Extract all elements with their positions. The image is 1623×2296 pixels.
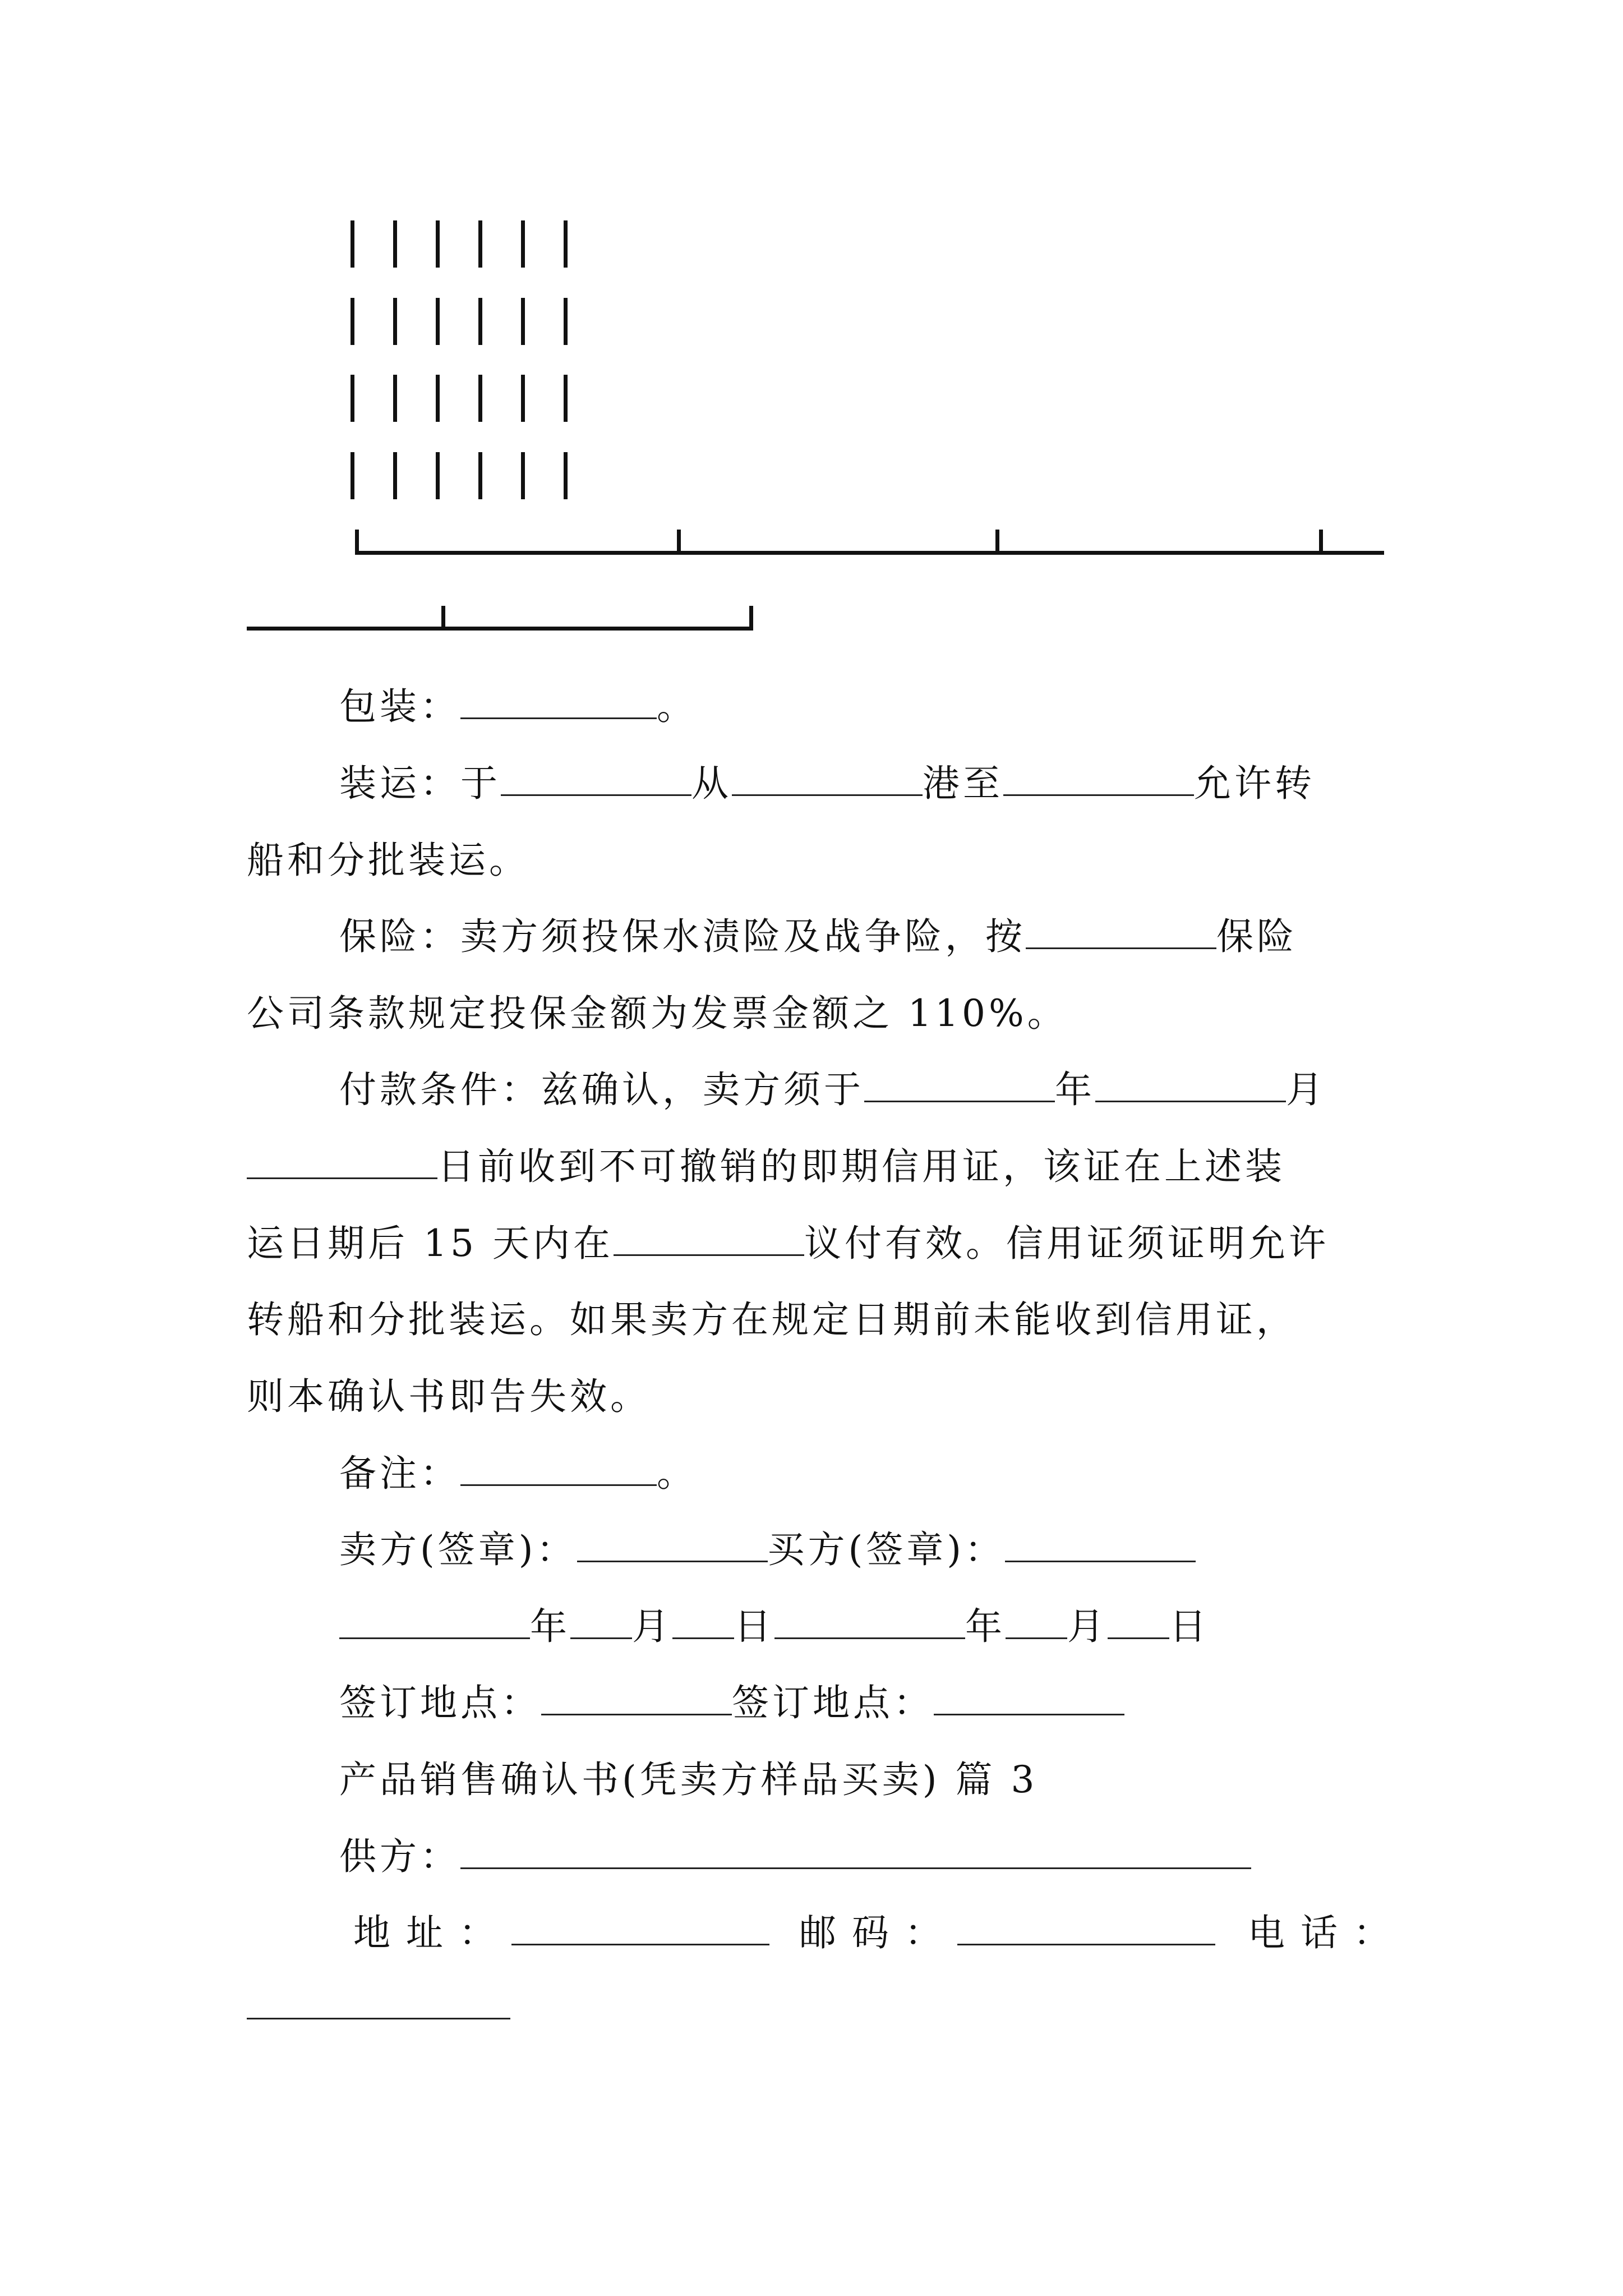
- payment-text: 转船和分批装运。如果卖方在规定日期前未能收到信用证，: [247, 1298, 1297, 1341]
- insurance-line-1: [339, 914, 1297, 959]
- shipment-allow: 允许转: [1194, 762, 1315, 805]
- seller-place-blank: [541, 1682, 732, 1715]
- signature-date-line: [339, 1604, 1210, 1649]
- seller-place-label: 签订地点：: [339, 1681, 541, 1724]
- payment-line-1: [339, 1068, 1326, 1112]
- table-bar: [564, 452, 568, 499]
- insurance-text: 保险: [1216, 915, 1297, 958]
- section-heading: [339, 1757, 1038, 1802]
- table-bar: [436, 220, 440, 268]
- table-bars-row: [351, 452, 586, 503]
- table-bar: [478, 375, 482, 422]
- table-bar: [521, 452, 525, 499]
- shipment-from: 从: [691, 762, 732, 805]
- month-label: 月: [1067, 1605, 1108, 1648]
- payment-line-5: [247, 1374, 651, 1419]
- table-bar: [564, 375, 568, 422]
- buyer-year-blank: [774, 1606, 965, 1639]
- payment-text: 议付有效。信用证须证明允许: [804, 1222, 1329, 1265]
- shipment-label: 装运：于: [339, 762, 501, 805]
- packaging-end: 。: [657, 685, 697, 728]
- payment-month-blank: [1095, 1069, 1286, 1102]
- table-bar: [478, 298, 482, 345]
- insurance-text: 保险：卖方须投保水渍险及战争险，按: [339, 915, 1026, 958]
- table-border-tick: [677, 530, 681, 555]
- remarks-label: 备注：: [339, 1452, 460, 1495]
- payment-day-blank: [247, 1146, 437, 1179]
- payment-line-2: [247, 1144, 1285, 1189]
- seller-day-blank: [672, 1606, 734, 1639]
- remarks-line: [339, 1451, 697, 1496]
- payment-year-label: 年: [1055, 1068, 1095, 1111]
- table-bar: [478, 220, 482, 268]
- buyer-signature-label: 买方(签章)：: [767, 1528, 1005, 1571]
- table-bar: [351, 452, 354, 499]
- shipment-text: 船和分批装运。: [247, 839, 529, 882]
- insurance-company-blank: [1026, 916, 1216, 949]
- payment-year-blank: [864, 1069, 1055, 1102]
- shipment-port-blank: [732, 763, 923, 796]
- signing-place-line: [339, 1681, 1124, 1726]
- payment-month-label: 月: [1286, 1068, 1326, 1111]
- contact-line: [1248, 1911, 1406, 1955]
- table-border-tick: [441, 606, 445, 631]
- packaging-blank: [460, 686, 657, 719]
- table-bar: [521, 220, 525, 268]
- table-bar: [436, 452, 440, 499]
- table-bar: [564, 220, 568, 268]
- day-label: 日: [1169, 1605, 1210, 1648]
- table-bar: [478, 452, 482, 499]
- payment-line-4: [247, 1297, 1297, 1342]
- table-bar: [564, 298, 568, 345]
- day-label: 日: [734, 1605, 774, 1648]
- table-bottom-border: [355, 551, 1384, 555]
- phone-label: 电话：: [1248, 1911, 1406, 1954]
- shipment-destination-blank: [1003, 763, 1194, 796]
- address-blank: [511, 1912, 769, 1945]
- postcode-label: 邮码：: [799, 1911, 957, 1954]
- seller-signature-label: 卖方(签章)：: [339, 1528, 577, 1571]
- table-bar: [393, 220, 397, 268]
- supplier-label: 供方：: [339, 1835, 460, 1878]
- packaging-label: 包装：: [339, 685, 460, 728]
- table-border-tick: [995, 530, 999, 555]
- buyer-day-blank: [1108, 1606, 1169, 1639]
- payment-line-3: [247, 1221, 1329, 1266]
- shipment-date-blank: [501, 763, 691, 796]
- table-bar: [393, 298, 397, 345]
- payment-text: 则本确认书即告失效。: [247, 1375, 651, 1418]
- shipment-port-to: 港至: [923, 762, 1003, 805]
- month-label: 月: [632, 1605, 672, 1648]
- supplier-blank: [460, 1836, 1251, 1869]
- table-bar: [351, 220, 354, 268]
- table-bar: [351, 375, 354, 422]
- remarks-end: 。: [657, 1452, 697, 1495]
- seller-month-blank: [570, 1606, 632, 1639]
- payment-place-blank: [614, 1223, 804, 1256]
- table-bottom-border: [247, 627, 753, 631]
- table-bar: [521, 375, 525, 422]
- table-border-tick: [1319, 530, 1323, 555]
- table-bar: [521, 298, 525, 345]
- address-label: 地址：: [353, 1911, 511, 1954]
- contact-line: [799, 1911, 1215, 1955]
- table-bar: [393, 375, 397, 422]
- supplier-line: [339, 1834, 1251, 1879]
- table-bar: [436, 375, 440, 422]
- table-bars-row: [351, 298, 586, 348]
- shipment-line-1: [339, 761, 1315, 806]
- buyer-place-blank: [934, 1682, 1124, 1715]
- section-heading-text: 产品销售确认书(凭卖方样品买卖) 篇 3: [339, 1758, 1038, 1801]
- year-label: 年: [530, 1605, 570, 1648]
- payment-text: 日前收到不可撤销的即期信用证，该证在上述装: [437, 1145, 1285, 1188]
- table-bar: [393, 452, 397, 499]
- table-bar: [351, 298, 354, 345]
- payment-text: 运日期后 15 天内在: [247, 1222, 614, 1265]
- phone-blank: [247, 2018, 510, 2019]
- buyer-place-label: 签订地点：: [732, 1681, 934, 1724]
- contact-line: [353, 1911, 769, 1955]
- table-bars-row: [351, 375, 586, 425]
- shipment-line-2: [247, 838, 529, 883]
- buyer-signature-blank: [1005, 1529, 1196, 1562]
- table-bars-row: [351, 220, 586, 271]
- insurance-text: 公司条款规定投保金额为发票金额之 110%。: [247, 992, 1068, 1035]
- payment-text: 付款条件：兹确认，卖方须于: [339, 1068, 864, 1111]
- seller-signature-blank: [577, 1529, 768, 1562]
- signature-line: [339, 1527, 1196, 1572]
- insurance-line-2: [247, 991, 1068, 1036]
- seller-year-blank: [339, 1606, 530, 1639]
- postcode-blank: [957, 1912, 1215, 1945]
- year-label: 年: [965, 1605, 1006, 1648]
- table-bar: [436, 298, 440, 345]
- table-border-tick: [749, 606, 753, 631]
- packaging-line: [339, 684, 697, 729]
- buyer-month-blank: [1006, 1606, 1067, 1639]
- remarks-blank: [460, 1453, 657, 1486]
